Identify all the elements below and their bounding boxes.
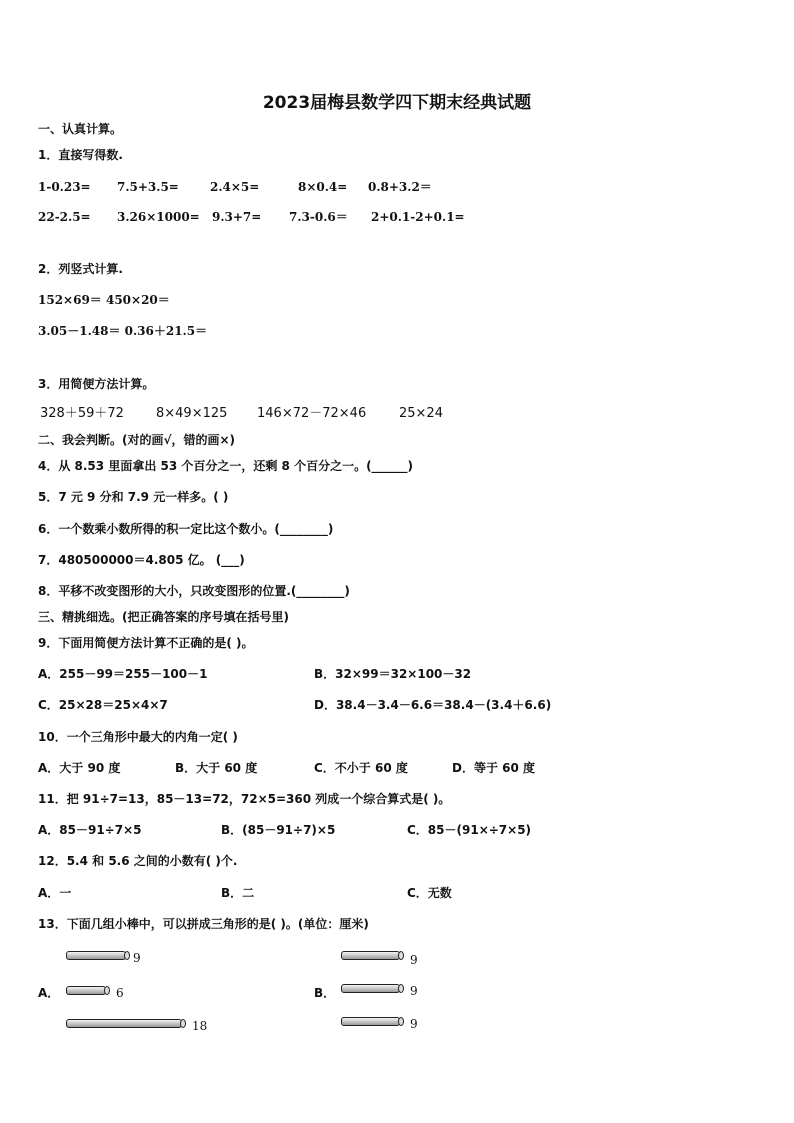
- calc-item: 9.3+7=: [212, 210, 262, 224]
- option-b: B．二: [221, 886, 255, 900]
- question-10-stem: 10．一个三角形中最大的内角一定( ): [38, 730, 238, 744]
- option-a: A．大于 90 度: [38, 761, 121, 775]
- question-7: 7．480500000＝4.805 亿。 (___): [38, 553, 245, 567]
- option-b: B．32×99＝32×100－32: [314, 667, 472, 681]
- calc-item: 7.3-0.6＝: [289, 210, 348, 224]
- stick-9cm: [66, 951, 126, 960]
- calc-item: 1-0.23=: [38, 180, 91, 194]
- question-13-stem: 13．下面几组小棒中，可以拼成三角形的是( )。(单位：厘米): [38, 917, 369, 931]
- question-6: 6．一个数乘小数所得的积一定比这个数小。(________): [38, 522, 334, 536]
- calc-item: 2.4×5=: [210, 180, 260, 194]
- stick-length-label: 9: [133, 951, 141, 965]
- question-2-heading: 2．列竖式计算.: [38, 262, 123, 276]
- stick-length-label: 9: [410, 1017, 418, 1031]
- option-b-label: B．: [314, 986, 336, 1000]
- vertical-calc-line: 3.05－1.48＝ 0.36＋21.5＝: [38, 324, 208, 338]
- question-3-heading: 3．用简便方法计算。: [38, 377, 155, 391]
- simplify-item: 25×24: [399, 406, 443, 421]
- stick-length-label: 6: [116, 986, 124, 1000]
- calc-item: 7.5+3.5=: [117, 180, 179, 194]
- option-b: B．(85－91÷7)×5: [221, 823, 336, 837]
- stick-6cm: [66, 986, 106, 995]
- vertical-calc-line: 152×69＝ 450×20＝: [38, 293, 170, 307]
- section-3-heading: 三、精挑细选。(把正确答案的序号填在括号里): [38, 610, 289, 624]
- calc-item: 0.8+3.2＝: [368, 180, 432, 194]
- option-a: A．255－99＝255－100－1: [38, 667, 208, 681]
- option-a: A．一: [38, 886, 72, 900]
- option-c: C．无数: [407, 886, 452, 900]
- question-9-stem: 9．下面用简便方法计算不正确的是( )。: [38, 636, 254, 650]
- option-c: C．85－(91×÷7×5): [407, 823, 532, 837]
- option-c: C．不小于 60 度: [314, 761, 408, 775]
- stick-length-label: 9: [410, 953, 418, 967]
- question-5: 5．7 元 9 分和 7.9 元一样多。( ): [38, 490, 229, 504]
- stick-length-label: 9: [410, 984, 418, 998]
- question-11-stem: 11．把 91÷7=13，85－13=72，72×5=360 列成一个综合算式是( )。: [38, 792, 451, 806]
- question-12-stem: 12．5.4 和 5.6 之间的小数有( )个.: [38, 854, 238, 868]
- question-1-heading: 1．直接写得数.: [38, 148, 123, 162]
- option-c: C．25×28＝25×4×7: [38, 698, 168, 712]
- calc-item: 8×0.4=: [298, 180, 348, 194]
- stick-18cm: [66, 1019, 182, 1028]
- section-2-heading: 二、我会判断。(对的画√，错的画×): [38, 433, 236, 447]
- calc-item: 22-2.5=: [38, 210, 91, 224]
- option-a: A．85－91÷7×5: [38, 823, 142, 837]
- question-4: 4．从 8.53 里面拿出 53 个百分之一，还剩 8 个百分之一。(______): [38, 459, 414, 473]
- calc-item: 3.26×1000=: [117, 210, 200, 224]
- stick-9cm: [341, 951, 400, 960]
- simplify-item: 8×49×125: [156, 406, 228, 421]
- simplify-item: 328＋59＋72: [40, 406, 124, 421]
- stick-length-label: 18: [192, 1019, 208, 1033]
- option-a-label: A．: [38, 986, 60, 1000]
- question-8: 8．平移不改变图形的大小，只改变图形的位置.(________): [38, 584, 350, 598]
- option-d: D．38.4－3.4－6.6＝38.4－(3.4＋6.6): [314, 698, 552, 712]
- simplify-item: 146×72－72×46: [257, 406, 367, 421]
- page-title: 2023届梅县数学四下期末经典试题: [262, 93, 532, 113]
- calc-item: 2+0.1-2+0.1=: [371, 210, 465, 224]
- stick-9cm: [341, 1017, 400, 1026]
- option-b: B．大于 60 度: [175, 761, 258, 775]
- stick-9cm: [341, 984, 400, 993]
- option-d: D．等于 60 度: [452, 761, 536, 775]
- section-1-heading: 一、认真计算。: [38, 122, 123, 136]
